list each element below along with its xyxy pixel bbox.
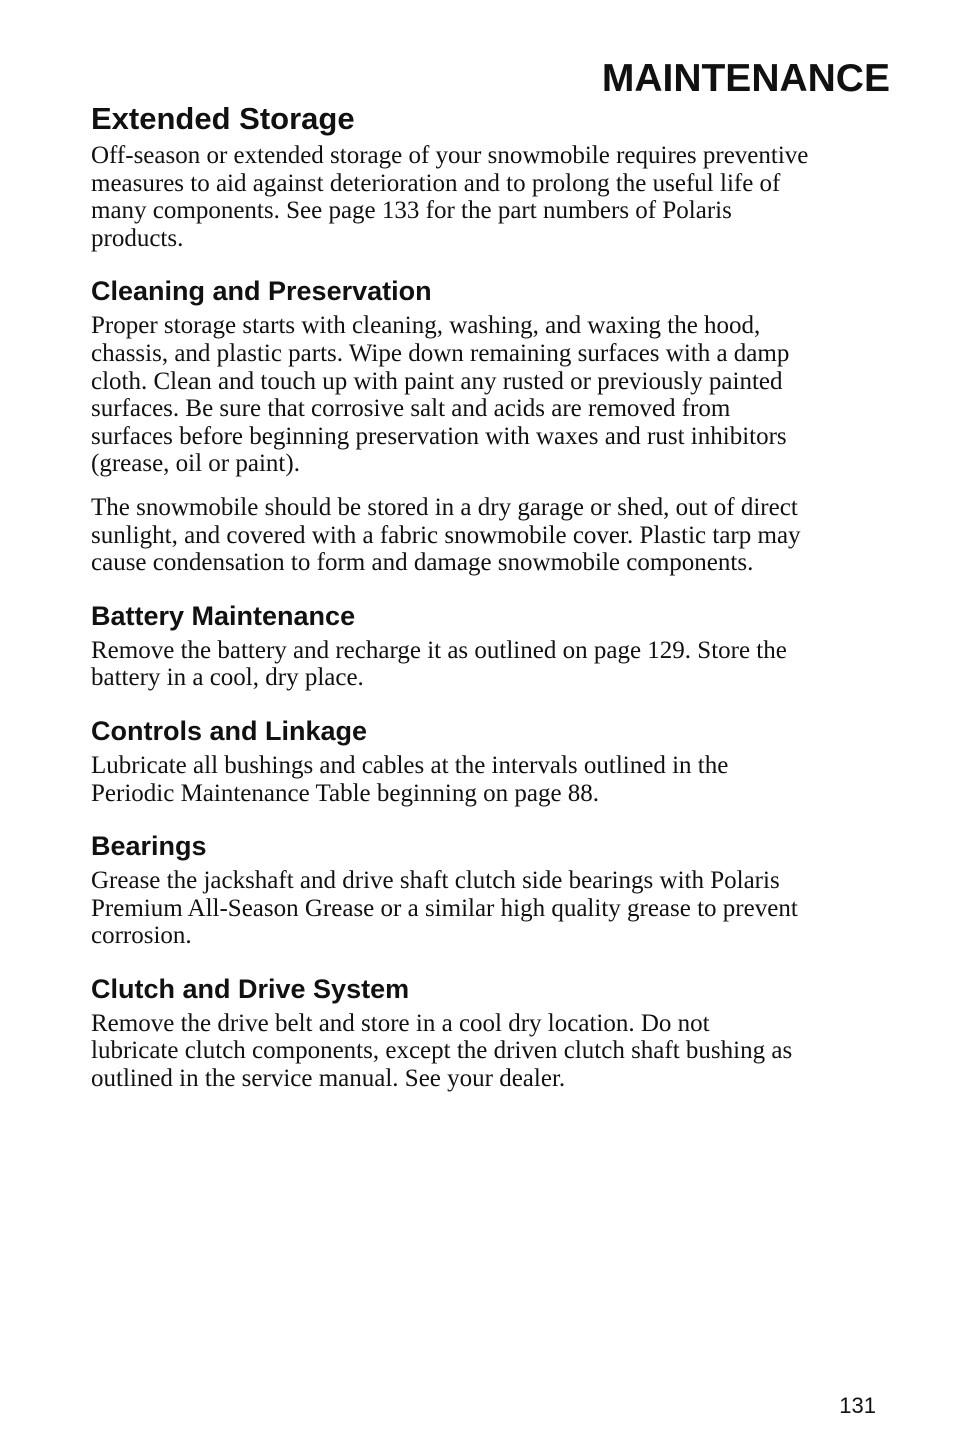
paragraph: Grease the jackshaft and drive shaft clutch side bearings with Polaris Premium All-Season Grease or a similar high quality grease to prevent corrosion.	[91, 867, 798, 950]
paragraph: Proper storage starts with cleaning, washing, and waxing the hood, chassis, and plastic parts. Wipe down remaining surfaces with a damp cloth. Clean and touch up with paint any rusted or previously painted surfaces. Be sure that corrosive salt and acids are removed from surfaces before beginning preservation with waxes and rust inhibitors (grease, oil or paint).	[91, 312, 790, 478]
subsection-title: Bearings	[91, 831, 207, 862]
paragraph: The snowmobile should be stored in a dry garage or shed, out of direct sunlight, and covered with a fabric snowmobile cover. Plastic tarp may cause condensation to form and damage snowmobile components.	[91, 493, 801, 577]
subsection-clutch-drive-system	[91, 972, 896, 1093]
paragraph: Remove the drive belt and store in a cool dry location. Do not lubricate clutch components, except the driven clutch shaft bushing as outlined in the service manual. See your dealer.	[91, 1009, 793, 1093]
subsection-title: Battery Maintenance	[91, 600, 356, 631]
subsection-controls-linkage	[91, 714, 896, 807]
page-content	[91, 100, 896, 1093]
paragraph: Lubricate all bushings and cables at the intervals outlined in the Periodic Maintenance Table beginning on page 88.	[91, 751, 729, 807]
section-title-extended-storage: Extended Storage	[91, 101, 355, 136]
subsection-cleaning-preservation	[91, 274, 896, 576]
intro-paragraph: Off-season or extended storage of your snowmobile requires preventive measures to aid against deterioration and to prolong the useful life of many components. See page 133 for the part numbers of Polaris products.	[91, 142, 809, 252]
subsection-battery-maintenance	[91, 599, 896, 692]
subsection-bearings	[91, 829, 896, 950]
page-number: 131	[839, 1393, 876, 1418]
paragraph: Remove the battery and recharge it as outlined on page 129. Store the battery in a cool, dry place.	[91, 636, 787, 692]
subsection-title: Cleaning and Preservation	[91, 276, 432, 307]
chapter-title: MAINTENANCE	[601, 57, 890, 100]
subsection-title: Clutch and Drive System	[91, 973, 410, 1004]
subsection-title: Controls and Linkage	[91, 715, 368, 746]
